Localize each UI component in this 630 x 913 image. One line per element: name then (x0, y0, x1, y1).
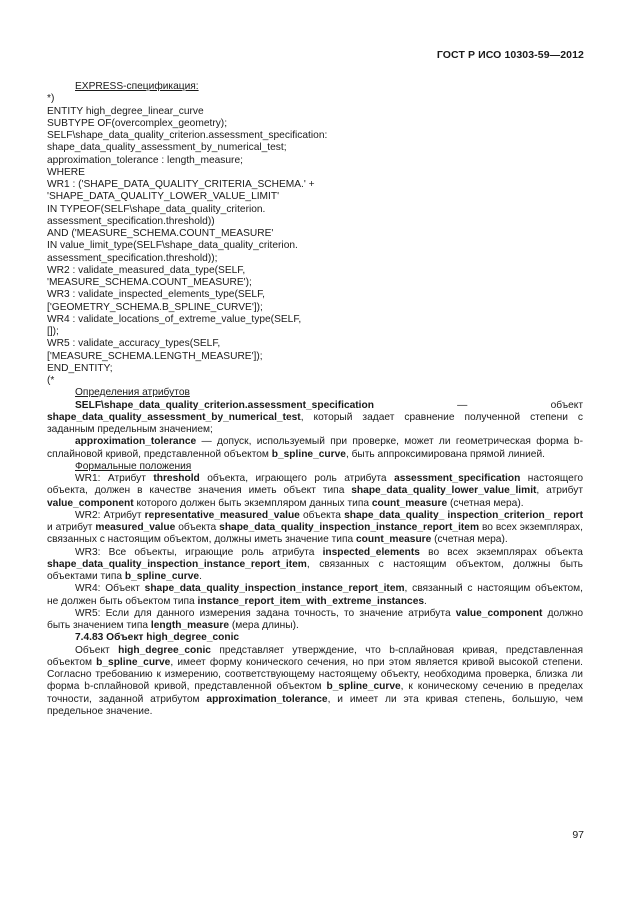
text: WR2: Атрибут (75, 509, 145, 521)
express-code-block (47, 93, 583, 387)
bold-term: shape_data_quality_lower_value_limit (351, 485, 537, 497)
text: (счетная мера). (431, 534, 508, 546)
code-line: IN TYPEOF(SELF\shape_data_quality_criterion. (47, 203, 266, 215)
bold-term: shape_data_quality_inspection_instance_report_item (47, 558, 307, 570)
code-line: []); (47, 326, 59, 337)
text: во всех экземплярах, связанных с настоящим объектом, должны иметь значение типа (47, 522, 583, 546)
code-line: (* (47, 375, 55, 386)
text: и атрибут (47, 522, 96, 533)
bold-term: shape_data_quality_ inspection_criterion_ report (344, 509, 583, 521)
page-number: 97 (572, 829, 584, 841)
code-line: *) (47, 93, 55, 105)
code-line: 'SHAPE_DATA_QUALITY_LOWER_VALUE_LIMIT' (47, 191, 280, 203)
attribute-name: approximation_tolerance (75, 436, 197, 448)
type-name: b_spline_curve (271, 448, 346, 460)
definitions-heading: Определения атрибутов (75, 387, 190, 399)
attribute-definition (47, 436, 583, 461)
bold-term: inspected_elements (322, 546, 420, 558)
text: объекта, играющего роль атрибута (199, 473, 395, 484)
type-name: shape_data_quality_assessment_by_numerical_test (47, 411, 301, 423)
text: . (199, 571, 202, 582)
bold-term: count_measure (371, 497, 448, 509)
code-line: SUBTYPE OF(overcomplex_geometry); (47, 117, 228, 129)
rule-wr2 (47, 510, 583, 547)
text: WR5: Если для данного измерения задана точность, то значение атрибута (75, 607, 456, 619)
bold-term: value_component (455, 607, 543, 619)
code-line: WR5 : validate_accuracy_types(SELF, (47, 338, 221, 350)
bold-term: threshold (153, 473, 200, 484)
text: , атрибут (536, 485, 583, 497)
rule-wr3 (47, 547, 583, 584)
code-line: shape_data_quality_assessment_by_numerical_test; (47, 142, 287, 154)
text: WR4: Объект (75, 583, 145, 595)
text: , и имеет ли эта кривая степень, большую, чем предельное значение. (47, 693, 584, 717)
text: WR3: Все объекты, играющие роль атрибута (75, 546, 323, 558)
code-line: ['GEOMETRY_SCHEMA.B_SPLINE_CURVE']); (47, 301, 263, 313)
bold-term: shape_data_quality_inspection_instance_report_item (144, 583, 405, 595)
bold-term: b_spline_curve (326, 681, 401, 693)
text: во всех экземплярах объекта (419, 546, 583, 558)
text: — допуск, используемый при проверке, может ли геометрическая форма b-сплайновой кривой, представленной объектом (47, 436, 583, 460)
bold-term: shape_data_quality_inspection_instance_report_item (219, 522, 480, 533)
code-line: WHERE (47, 166, 85, 178)
text: , который задает сравнение полученной степени с заданным предельным значением; (47, 411, 583, 435)
text: . (424, 595, 427, 607)
code-line: approximation_tolerance : length_measure; (47, 154, 243, 166)
page-content (47, 81, 583, 718)
text: которого должен быть экземпляром данных типа (133, 497, 372, 509)
code-line: IN value_limit_type(SELF\shape_data_quality_criterion. (47, 240, 298, 252)
text: объекта (299, 509, 345, 521)
text: должно быть значением типа (47, 607, 583, 631)
text: WR1: Атрибут (75, 473, 154, 484)
bold-term: representative_measured_value (144, 509, 300, 521)
text: объекта (175, 522, 220, 533)
bold-term: b_spline_curve (124, 571, 200, 582)
bold-term: high_degree_conic (118, 644, 211, 656)
bold-term: instance_report_item_with_extreme_instances (197, 595, 425, 607)
rule-wr4 (47, 583, 583, 608)
text: , связанных с настоящим объектом, должны быть объектами типа (47, 558, 583, 582)
bold-term: measured_value (95, 522, 176, 533)
bold-term: count_measure (356, 534, 432, 546)
section-heading: 7.4.83 Объект high_degree_conic (75, 632, 240, 644)
text: (счетная мера). (447, 497, 524, 509)
attribute-name: SELF\shape_data_quality_criterion.assessment_specification (75, 399, 374, 411)
text: настоящего объекта, должен в качестве значения иметь объект типа (47, 473, 584, 497)
code-line: ENTITY high_degree_linear_curve (47, 105, 204, 117)
section-paragraph (47, 645, 583, 719)
text: (мера длины). (229, 620, 299, 631)
code-line: END_ENTITY; (47, 362, 113, 374)
text: — объект (373, 399, 583, 411)
code-line: WR2 : validate_measured_data_type(SELF, (47, 264, 246, 276)
express-heading: EXPRESS-спецификация: (75, 81, 199, 92)
rule-wr1 (47, 473, 583, 510)
bold-term: value_component (47, 497, 134, 509)
code-line: AND ('MEASURE_SCHEMA.COUNT_MEASURE' (47, 228, 274, 239)
text: Объект (75, 644, 119, 656)
text: , быть аппроксимирована прямой линией. (345, 448, 545, 460)
code-line: WR4 : validate_locations_of_extreme_value_type(SELF, (47, 313, 302, 325)
code-line: assessment_specification.threshold)); (47, 252, 218, 264)
text: , связанный с настоящим объектом, не должен быть объектом типа (47, 583, 583, 607)
code-line: SELF\shape_data_quality_criterion.assessment_specification: (47, 130, 328, 141)
rules-heading: Формальные положения (75, 460, 192, 472)
bold-term: approximation_tolerance (206, 693, 328, 705)
code-line: assessment_specification.threshold)) (47, 215, 215, 227)
rule-wr5 (47, 608, 583, 633)
bold-term: assessment_specification (394, 473, 521, 484)
code-line: ['MEASURE_SCHEMA.LENGTH_MEASURE']); (47, 350, 263, 362)
text: , имеет форму конического сечения, но при этом является кривой высокой степени. Согласно требованию к измерению, соответствующему настоящему объекту, необходима проверка, близка ли форма b-сплайновой кривой, представленной объектом (47, 656, 583, 693)
code-line: 'MEASURE_SCHEMA.COUNT_MEASURE'); (47, 277, 252, 288)
attribute-definition (47, 400, 583, 437)
document-header: ГОСТ Р ИСО 10303-59—2012 (436, 49, 584, 61)
text: представляет утверждение, что b-сплайновая кривая, представленная объектом (47, 644, 583, 668)
bold-term: length_measure (150, 620, 230, 631)
code-line: WR1 : ('SHAPE_DATA_QUALITY_CRITERIA_SCHEMA.' + (47, 179, 315, 190)
bold-term: b_spline_curve (96, 656, 171, 668)
code-line: WR3 : validate_inspected_elements_type(SELF, (47, 289, 266, 301)
text: , к коническому сечению в пределах точности, заданной атрибутом (47, 681, 584, 705)
